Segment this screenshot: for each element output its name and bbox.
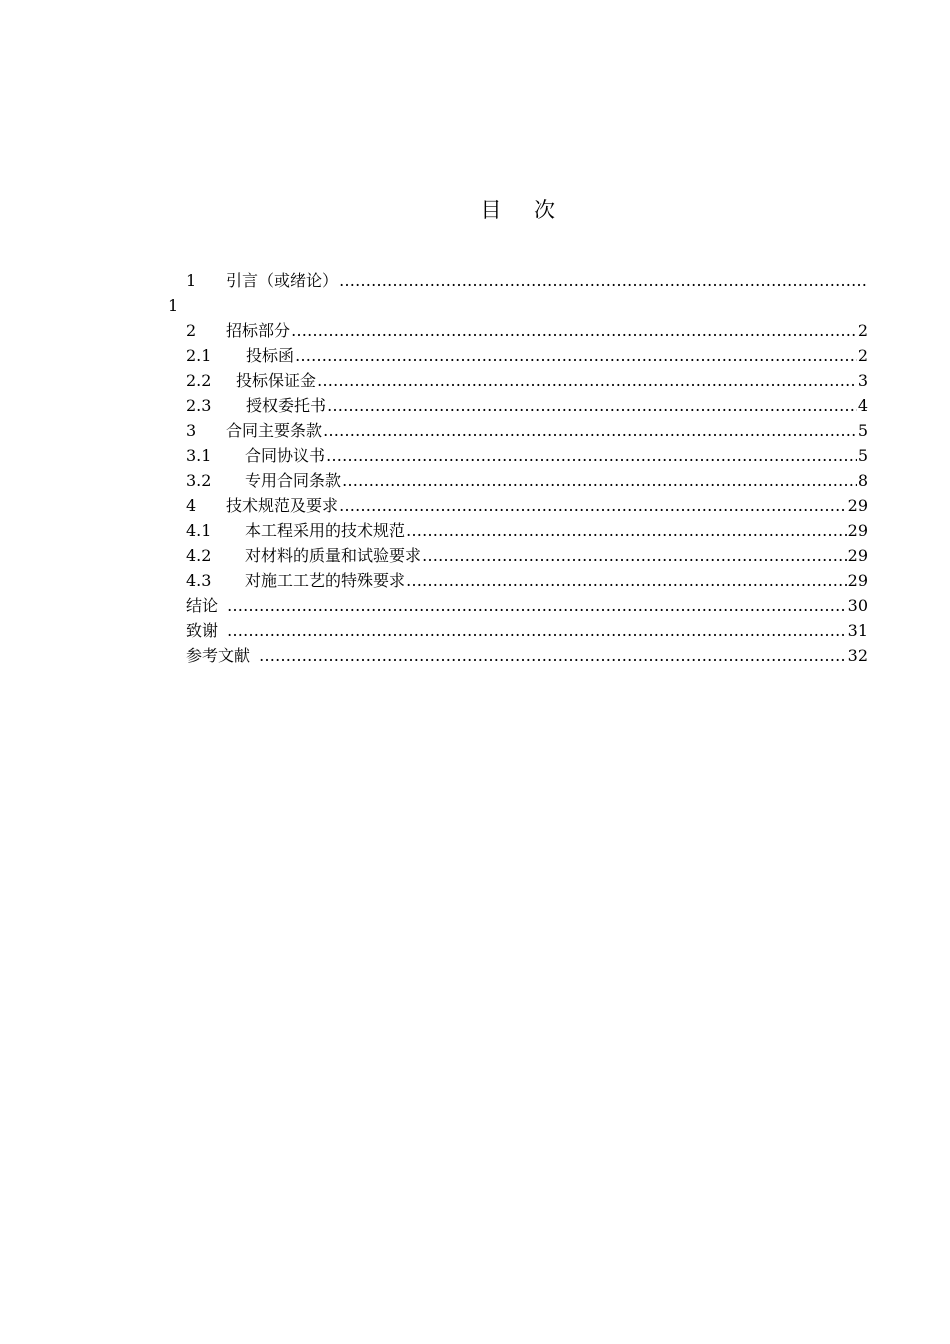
toc-entry-2-2[interactable] (186, 368, 868, 393)
toc-entry-page: 32 (847, 646, 868, 665)
toc-entry-3[interactable] (186, 418, 868, 443)
toc-entry-number: 3.2 (186, 471, 212, 490)
toc-entry-number: 1 (186, 271, 197, 290)
toc-entry-label: 对材料的质量和试验要求 (245, 546, 422, 565)
toc-entry-label: 授权委托书 (246, 396, 327, 415)
table-of-contents (186, 268, 868, 668)
toc-entry-page: 29 (847, 571, 868, 590)
toc-entry-page: 29 (847, 521, 868, 540)
toc-entry-page: 2 (857, 346, 868, 365)
toc-entry-label: 技术规范及要求 (226, 496, 339, 515)
toc-entry-label: 对施工工艺的特殊要求 (245, 571, 406, 590)
toc-entry-number: 3.1 (186, 446, 212, 465)
toc-entry-number: 4.2 (186, 546, 212, 565)
toc-entry-label: 招标部分 (226, 321, 291, 340)
toc-entry-references[interactable] (186, 643, 868, 668)
toc-leader-dots (339, 268, 867, 293)
toc-leader-dots (259, 643, 847, 668)
toc-leader-dots (317, 368, 857, 393)
toc-entry-1[interactable] (186, 268, 868, 293)
toc-title-left: 目 (480, 198, 502, 222)
toc-entry-4-3[interactable] (186, 568, 868, 593)
toc-leader-dots (291, 318, 857, 343)
toc-entry-page: 3 (857, 371, 868, 390)
toc-entry-wrap (186, 293, 868, 318)
toc-entry-number: 4.1 (186, 521, 212, 540)
toc-entry-page: 31 (847, 621, 868, 640)
toc-entry-page: 29 (847, 546, 868, 565)
toc-entry-number: 4 (186, 496, 197, 515)
toc-entry-number: 3 (186, 421, 197, 440)
toc-entry-label: 投标函 (246, 346, 295, 365)
toc-entry-acknowledgements[interactable] (186, 618, 868, 643)
toc-title (0, 194, 950, 224)
toc-entry-number: 2.3 (186, 396, 212, 415)
toc-entry-page: 2 (857, 321, 868, 340)
toc-entry-label: 合同协议书 (245, 446, 326, 465)
toc-entry-label: 合同主要条款 (226, 421, 323, 440)
toc-entry-4-2[interactable] (186, 543, 868, 568)
toc-leader-dots (326, 443, 857, 468)
toc-entry-label: 致谢 (186, 621, 219, 640)
toc-entry-3-2[interactable] (186, 468, 868, 493)
toc-leader-dots (327, 393, 857, 418)
toc-entry-3-1[interactable] (186, 443, 868, 468)
toc-leader-dots (339, 493, 847, 518)
toc-entry-number: 2.2 (186, 371, 212, 390)
toc-leader-dots (406, 518, 847, 543)
toc-entry-page: 30 (847, 596, 868, 615)
toc-wrapped-page-number: 1 (168, 296, 179, 315)
toc-leader-dots (342, 468, 857, 493)
toc-entry-label: 参考文献 (186, 646, 251, 665)
toc-title-right: 次 (534, 198, 556, 222)
toc-entry-2-3[interactable] (186, 393, 868, 418)
toc-leader-dots (422, 543, 847, 568)
toc-leader-dots (323, 418, 857, 443)
toc-entry-label: 结论 (186, 596, 219, 615)
toc-entry-page: 8 (857, 471, 868, 490)
toc-entry-number: 4.3 (186, 571, 212, 590)
toc-entry-page: 5 (857, 446, 868, 465)
toc-entry-label: 本工程采用的技术规范 (245, 521, 406, 540)
toc-entry-2-1[interactable] (186, 343, 868, 368)
toc-leader-dots (406, 568, 847, 593)
toc-entry-number: 2.1 (186, 346, 212, 365)
toc-entry-number: 2 (186, 321, 197, 340)
toc-entry-2[interactable] (186, 318, 868, 343)
toc-entry-4-1[interactable] (186, 518, 868, 543)
toc-entry-conclusion[interactable] (186, 593, 868, 618)
toc-leader-dots (227, 618, 847, 643)
toc-leader-dots (295, 343, 857, 368)
toc-entry-page: 5 (857, 421, 868, 440)
toc-leader-dots (227, 593, 847, 618)
toc-entry-page: 4 (857, 396, 868, 415)
toc-entry-label: 投标保证金 (236, 371, 317, 390)
toc-entry-page: 29 (847, 496, 868, 515)
toc-entry-4[interactable] (186, 493, 868, 518)
toc-entry-label: 专用合同条款 (245, 471, 342, 490)
toc-entry-label: 引言（或绪论） (226, 271, 339, 290)
